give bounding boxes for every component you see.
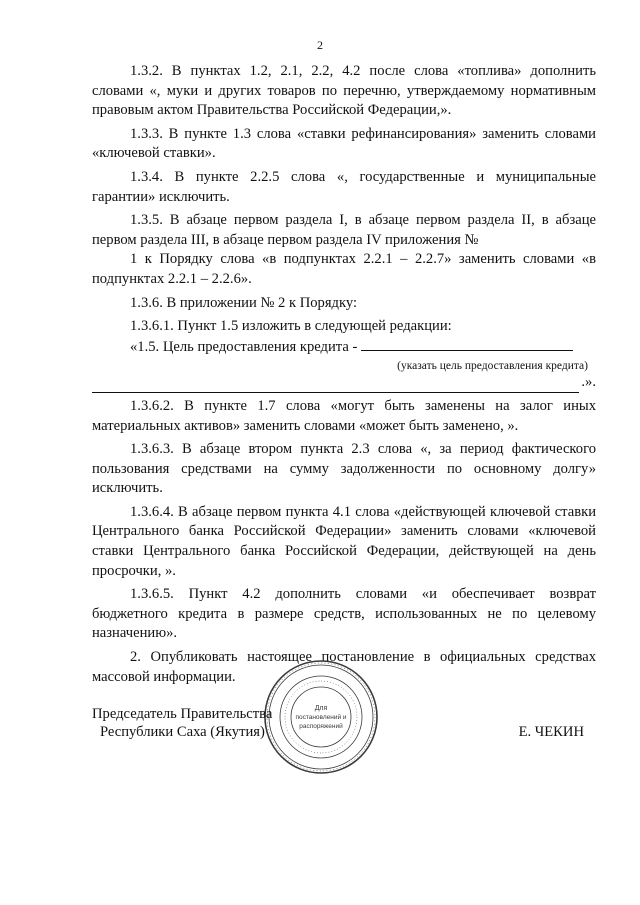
- paragraph-1-3-6: 1.3.6. В приложении № 2 к Порядку:: [130, 294, 358, 311]
- signatory-title-line-2: Республики Саха (Якутия): [100, 724, 265, 740]
- paragraph-2: 2. Опубликовать настоящее постановление в официальных средствах массовой информации.: [92, 649, 596, 685]
- paragraph-1-3-4: 1.3.4. В пункте 2.2.5 слова «, государственные и муниципальные гарантии» исключить.: [92, 168, 596, 205]
- paragraph-1-3-6-5: 1.3.6.5. Пункт 4.2 дополнить словами «и обеспечивает возврат бюджетного кредита в размере средств, использованных не по целевому назначению».: [92, 586, 596, 642]
- signatory-name: Е. ЧЕКИН: [518, 724, 584, 740]
- paragraph-1-3-3: 1.3.3. В пункте 1.3 слова «ставки рефинансирования» заменить словами «ключевой ставки».: [92, 125, 596, 162]
- paragraph-1-3-2: 1.3.2. В пунктах 1.2, 2.1, 2.2, 4.2 после слова «топлива» дополнить словами «, муки и других товаров по перечню, утверждаемому нормативным правовым актом Правительства Российской Федерации,».: [92, 63, 596, 119]
- document-body: [92, 62, 596, 691]
- paragraph-1-5-text: [92, 337, 596, 358]
- line-end-punctuation: .».: [581, 374, 596, 391]
- page-number: 2: [317, 38, 323, 52]
- paragraph-1-3-6-1: 1.3.6.1. Пункт 1.5 изложить в следующей редакции:: [130, 318, 452, 335]
- credit-purpose-label: «1.5. Цель предоставления кредита -: [130, 338, 358, 355]
- seal-center-line-2: постановлений и: [295, 714, 347, 721]
- official-seal-stamp: [262, 658, 380, 776]
- credit-purpose-caption: (указать цель предоставления кредита): [397, 360, 588, 373]
- blank-rule: [92, 378, 579, 393]
- signatory-title-line-1: Председатель Правительства: [92, 706, 273, 722]
- credit-purpose-continuation-line: [92, 373, 596, 393]
- paragraph-1-3-6-3: 1.3.6.3. В абзаце втором пункта 2.3 слова «, за период фактического пользования средствами на сумму задолженности по основному долгу» исключить.: [92, 441, 596, 497]
- seal-center-line-3: распоряжений: [299, 723, 343, 730]
- seal-center-line-1: Для: [314, 705, 328, 712]
- paragraph-1-3-6-2: 1.3.6.2. В пункте 1.7 слова «могут быть заменены на залог иных материальных активов» заменить словами «может быть заменено, ».: [92, 397, 596, 434]
- paragraph-1-3-5-part-1: 1.3.5. В абзаце первом раздела I, в абзаце первом раздела II, в абзаце первом раздела III, в абзаце первом раздела IV приложения №: [92, 212, 596, 248]
- credit-purpose-blank-line: [361, 337, 573, 351]
- paragraph-1-3-6-4: 1.3.6.4. В абзаце первом пункта 4.1 слова «действующей ключевой ставки Центрального банка Российской Федерации» заменить словами «ключевой ставки Центрального банка Российской Федерации, действующей на день просрочки, ».: [92, 503, 596, 579]
- paragraph-1-3-5-part-2: 1 к Порядку слова «в подпунктах 2.2.1 – 2.2.7» заменить словами «в подпунктах 2.2.1 – 2.2.6».: [92, 251, 596, 287]
